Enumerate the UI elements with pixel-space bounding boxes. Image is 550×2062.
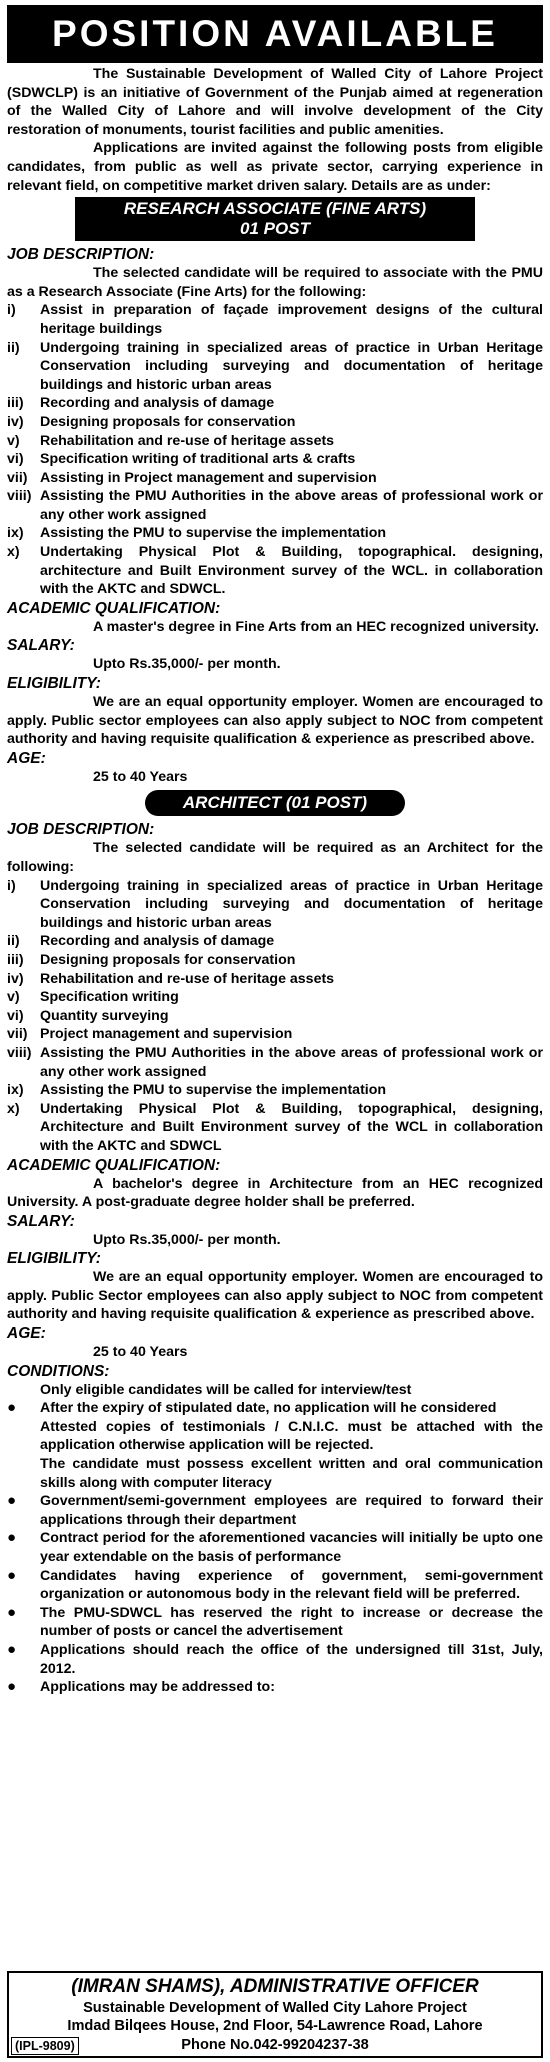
qualification-text: A bachelor's degree in Architecture from an HEC recognized University. A post-graduate degree holder shall be preferred. [7, 1175, 543, 1211]
list-item: The candidate must possess excellent written and oral communication skills along with computer literacy [40, 1456, 543, 1491]
item-text: Assist in preparation of façade improvement designs of the cultural heritage buildings [40, 302, 543, 337]
organization-name: Sustainable Development of Walled City Lahore Project [83, 1999, 467, 2016]
item-text: Assisting the PMU to supervise the implementation [40, 1082, 387, 1099]
item-number: ix) [7, 525, 24, 542]
item-text: Recording and analysis of damage [40, 395, 275, 412]
item-number: ii) [7, 933, 20, 950]
list-item: Only eligible candidates will be called for interview/test [40, 1381, 412, 1398]
qualification-text: A master's degree in Fine Arts from an HEC recognized university. [93, 618, 539, 635]
age-text: 25 to 40 Years [93, 1344, 188, 1361]
item-number: vi) [7, 1007, 24, 1024]
item-number: viii) [7, 488, 32, 505]
item-number: ii) [7, 339, 20, 356]
section-label: SALARY: [7, 1212, 75, 1230]
item-text: Designing proposals for conservation [40, 413, 296, 430]
item-text: Recording and analysis of damage [40, 933, 275, 950]
list-item [7, 932, 543, 951]
intro-paragraph: Applications are invited against the following posts from eligible candidates, from public as well as private sector, carrying experience in relevant field, on competitive market driven salary. Details are as under: [7, 140, 543, 194]
list-item [7, 1100, 543, 1156]
bullet-icon: ● [7, 1529, 17, 1547]
list-item [7, 469, 543, 488]
list-item: ● After the expiry of stipulated date, no application will he considered [7, 1399, 497, 1417]
item-text: Specification writing of traditional arts & crafts [40, 451, 356, 468]
bullet-icon: ● [7, 1678, 17, 1696]
bullet-icon: ● [7, 1399, 17, 1417]
ad-reference-code: (IPL-9809) [11, 2037, 79, 2055]
phone-number: Phone No.042-99204237-38 [181, 2036, 369, 2053]
list-item [7, 450, 543, 469]
list-item: ● Contract period for the aforementioned vacancies will initially be upto one year extendable on the basis of performance [7, 1529, 543, 1565]
job-description-intro: The selected candidate will be required as an Architect for the following: [7, 840, 543, 875]
list-item [7, 951, 543, 970]
eligibility-text: We are an equal opportunity employer. Women are encouraged to apply. Public sector employees can also apply subject to NOC from competent authority and having requisite qualification & experience as prescribed above. [7, 694, 543, 748]
list-item [7, 1007, 543, 1026]
list-item [7, 988, 543, 1007]
post-title-research-associate: RESEARCH ASSOCIATE (FINE ARTS) 01 POST [75, 197, 475, 241]
eligibility-text: We are an equal opportunity employer. Women are encouraged to apply. Public Sector employees can also apply subject to NOC from competent authority and having requisite qualification & experience as prescribed above. [7, 1269, 543, 1323]
salary-text: Upto Rs.35,000/- per month. [93, 1231, 281, 1248]
section-label: SALARY: [7, 637, 75, 655]
intro-paragraph: The Sustainable Development of Walled City of Lahore Project (SDWCLP) is an initiative of Government of the Punjab aimed at regeneration of the Walled City of Lahore and will involve development of the City restoration of monuments, tourist facilities and public amenities. [7, 66, 543, 138]
section-label: AGE: [7, 1325, 46, 1343]
list-item [7, 1081, 543, 1100]
duty-list [7, 301, 543, 599]
item-number: ix) [7, 1082, 24, 1099]
item-text: Specification writing [40, 989, 179, 1006]
duty-list [7, 877, 543, 1156]
list-item: ● Applications should reach the office of the undersigned till 31st, July, 2012. [7, 1640, 543, 1677]
section-label: ACADEMIC QUALIFICATION: [7, 599, 221, 617]
post-title-architect: ARCHITECT (01 POST) [145, 790, 405, 816]
item-text: Rehabilitation and re-use of heritage assets [40, 432, 335, 449]
list-item [7, 543, 543, 599]
list-item [7, 524, 543, 543]
list-item [7, 487, 543, 524]
item-number: iii) [7, 395, 24, 412]
item-text: Project management and supervision [40, 1026, 293, 1043]
conditions-list [7, 1381, 543, 1697]
item-text: Assisting the PMU Authorities in the above areas of professional work or any other work assigned [40, 1044, 543, 1080]
item-text: Assisting in Project management and supervision [40, 469, 377, 486]
section-label: CONDITIONS: [7, 1362, 110, 1380]
section-label: ELIGIBILITY: [7, 1250, 101, 1268]
item-text: Rehabilitation and re-use of heritage assets [40, 970, 335, 987]
bullet-icon: ● [7, 1566, 17, 1584]
item-number: v) [7, 432, 20, 449]
item-number: i) [7, 877, 16, 894]
list-item [7, 413, 543, 432]
item-number: x) [7, 1100, 20, 1117]
contact-block [7, 1971, 543, 2059]
section-label: AGE: [7, 749, 46, 767]
list-item [7, 1044, 543, 1081]
item-number: vii) [7, 469, 28, 486]
officer-name: (IMRAN SHAMS), ADMINISTRATIVE OFFICER [71, 1975, 479, 1997]
list-item: ● Applications may be addressed to: [7, 1678, 275, 1696]
item-text: Undertaking Physical Plot & Building, topographical, designing, Architecture and Built Environment survey of the WCL in collaboration with the AKTC and SDWCL [40, 1100, 543, 1154]
item-number: vii) [7, 1026, 28, 1043]
item-number: iii) [7, 951, 24, 968]
section-label: ELIGIBILITY: [7, 675, 101, 693]
list-item [7, 432, 543, 451]
page-title: POSITION AVAILABLE [7, 5, 543, 63]
list-item: ● The PMU-SDWCL has reserved the right to increase or decrease the number of posts or cancel the advertisement [7, 1603, 543, 1640]
item-text: Undergoing training in specialized areas of practice in Urban Heritage Conservation including surveying and documentation of heritage buildings and historic urban areas [40, 339, 543, 393]
item-number: iv) [7, 413, 24, 430]
item-number: i) [7, 302, 16, 319]
item-number: vi) [7, 451, 24, 468]
bullet-icon: ● [7, 1492, 17, 1510]
item-text: Undertaking Physical Plot & Building, topographical. designing, architecture and Built Environment survey of the WCL. in collaboration with the AKTC and SDWCL. [40, 544, 543, 598]
item-number: viii) [7, 1044, 32, 1061]
section-label: ACADEMIC QUALIFICATION: [7, 1156, 221, 1174]
list-item [7, 1025, 543, 1044]
list-item: Attested copies of testimonials / C.N.I.C. must be attached with the application otherwise application will be rejected. [40, 1418, 543, 1454]
item-text: Undergoing training in specialized areas of practice in Urban Heritage Conservation including surveying and documentation of heritage buildings and historic urban areas [40, 877, 543, 931]
list-item [7, 301, 543, 338]
list-item [7, 339, 543, 395]
salary-text: Upto Rs.35,000/- per month. [93, 656, 281, 673]
bullet-icon: ● [7, 1640, 17, 1658]
section-label: JOB DESCRIPTION: [7, 821, 155, 839]
item-number: x) [7, 544, 20, 561]
section-label: JOB DESCRIPTION: [7, 246, 155, 264]
item-text: Assisting the PMU to supervise the implementation [40, 525, 387, 542]
item-number: v) [7, 989, 20, 1006]
item-text: Designing proposals for conservation [40, 951, 296, 968]
bullet-icon: ● [7, 1603, 17, 1621]
list-item [7, 394, 543, 413]
postal-address: Imdad Bilqees House, 2nd Floor, 54-Lawrence Road, Lahore [67, 2018, 483, 2034]
list-item: ● Candidates having experience of government, semi-government organization or autonomous body in the relevant field will be preferred. [7, 1566, 543, 1603]
list-item [7, 970, 543, 989]
item-text: Assisting the PMU Authorities in the above areas of professional work or any other work assigned [40, 488, 543, 523]
item-number: iv) [7, 970, 24, 987]
job-description-intro: The selected candidate will be required to associate with the PMU as a Research Associate (Fine Arts) for the following: [7, 265, 543, 300]
list-item: ● Government/semi-government employees are required to forward their applications through their department [7, 1492, 543, 1528]
item-text: Quantity surveying [40, 1007, 169, 1024]
list-item [7, 877, 543, 933]
age-text: 25 to 40 Years [93, 768, 188, 785]
